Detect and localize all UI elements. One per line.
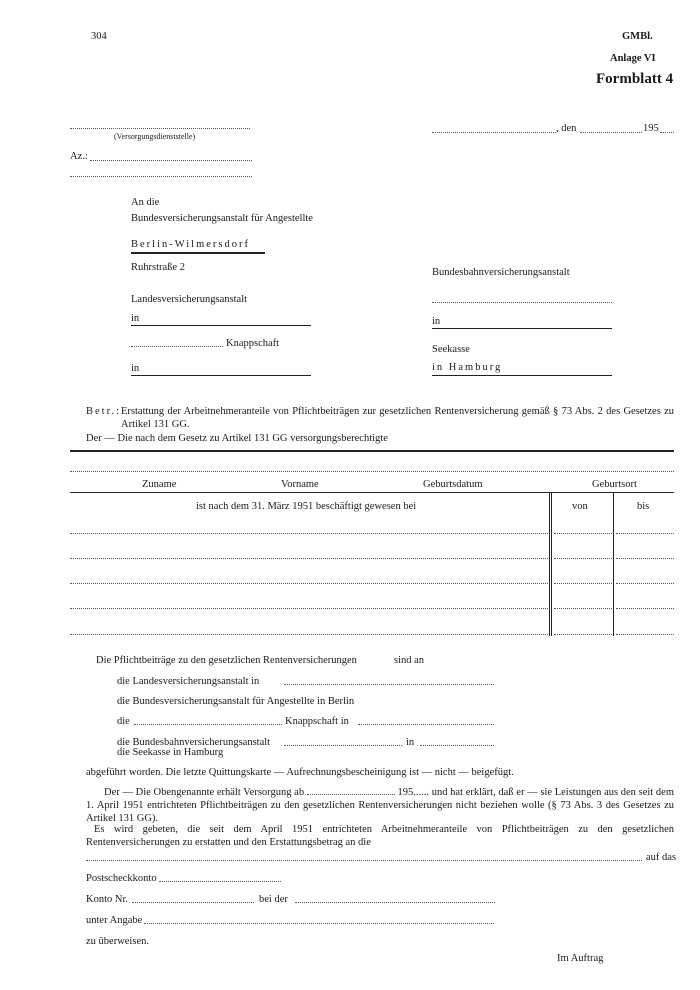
contrib-lva-field[interactable]: [284, 684, 494, 685]
bank-field[interactable]: [295, 902, 495, 903]
contrib-bahn-in: in: [406, 737, 415, 748]
contrib-knappschaft-in: Knappschaft in: [285, 716, 349, 727]
year-field[interactable]: [660, 132, 674, 133]
konto-label: Konto Nr.: [86, 894, 128, 905]
knappschaft-in-label: in: [131, 363, 140, 374]
contributions-intro: Die Pflichtbeiträge zu den gesetzlichen Rentenversicherungen: [96, 655, 357, 666]
bahn-city-field[interactable]: [432, 328, 612, 329]
form-title: Formblatt 4: [596, 71, 674, 87]
contrib-die: die: [117, 716, 130, 727]
declaration-auf-das: auf das: [646, 852, 677, 863]
knappschaft-city-field[interactable]: [131, 375, 311, 376]
column-geburtsort: Geburtsort: [592, 479, 637, 490]
lva-city-field[interactable]: [131, 325, 311, 326]
office-field[interactable]: [70, 128, 250, 129]
employer-row-5[interactable]: [70, 634, 548, 635]
table-top-rule: [70, 450, 674, 452]
year-prefix: 195: [643, 123, 659, 134]
ueberweisen-label: zu überweisen.: [86, 936, 149, 947]
seekasse-underline: [432, 375, 612, 376]
address-bahn: Bundesbahnversicherungsanstalt: [432, 267, 570, 278]
contributions-sind-an: sind an: [394, 655, 425, 666]
from-label: von: [572, 501, 588, 512]
recipient-field[interactable]: [86, 860, 642, 861]
subject-label: Betr.:: [86, 406, 122, 417]
from-row-3[interactable]: [554, 583, 612, 584]
declaration-p1-year: 195......: [397, 787, 430, 798]
from-row-4[interactable]: [554, 608, 612, 609]
konto-field[interactable]: [132, 902, 254, 903]
address-bfa-city: Berlin-Wilmersdorf: [131, 239, 250, 250]
from-row-5[interactable]: [554, 634, 612, 635]
bei-der-label: bei der: [259, 894, 288, 905]
address-seekasse-city: in Hamburg: [432, 362, 503, 373]
employment-text: ist nach dem 31. März 1951 beschäftigt gewesen bei: [196, 501, 417, 512]
subject-intro: Der — Die nach dem Gesetz zu Artikel 131 GG versorgungsberechtigte: [86, 433, 388, 444]
table-divider-left-double: [551, 492, 552, 636]
person-entry-field[interactable]: [70, 471, 674, 472]
to-row-4[interactable]: [616, 608, 674, 609]
postscheck-field[interactable]: [159, 881, 281, 882]
bahn-in-label: in: [432, 316, 441, 327]
column-geburtsdatum: Geburtsdatum: [423, 479, 483, 490]
subject-text: Erstattung der Arbeitnehmeranteile von Pflichtbeiträgen zur gesetzlichen Rentenversicherung gemäß § 73 Abs. 2 des Gesetzes zu Artikel 131 GG.: [121, 406, 674, 431]
address-an-die: An die: [131, 197, 160, 208]
column-zuname: Zuname: [142, 479, 177, 490]
contrib-closing: abgeführt worden. Die letzte Quittungskarte — Aufrechnungsbescheinigung ist — nicht — beigefügt.: [86, 767, 514, 778]
date-field[interactable]: [580, 132, 642, 133]
address-knappschaft: Knappschaft: [226, 338, 280, 349]
bahn-name-field[interactable]: [432, 302, 612, 303]
employer-row-3[interactable]: [70, 583, 548, 584]
contrib-bahn-line: die Bundesbahnversicherungsanstalt: [117, 737, 271, 748]
date-word: , den: [556, 123, 577, 134]
to-row-3[interactable]: [616, 583, 674, 584]
contrib-bahn-city-field[interactable]: [420, 745, 494, 746]
reference-field[interactable]: [90, 160, 252, 161]
page-number: 304: [91, 31, 107, 42]
postscheck-label: Postscheckkonto: [86, 873, 157, 884]
unter-angabe-label: unter Angabe: [86, 915, 143, 926]
contrib-knappschaft-name-field[interactable]: [134, 724, 282, 725]
column-vorname: Vorname: [281, 479, 319, 490]
to-row-1[interactable]: [616, 533, 674, 534]
to-row-2[interactable]: [616, 558, 674, 559]
publication-label: GMBl.: [622, 31, 653, 42]
annex-label: Anlage VI: [610, 53, 656, 64]
employer-row-2[interactable]: [70, 558, 548, 559]
contrib-bahn-name-field[interactable]: [284, 745, 402, 746]
reference-info-field[interactable]: [144, 923, 494, 924]
reference-field-2[interactable]: [70, 176, 252, 177]
declaration-p1-end: und hat erklärt, daß er — sie Leistungen aus den seit dem 1. April 1951 entrichteten Pflichtbeiträgen zu den gesetzlichen Rentenversicherungen nicht beziehen wolle (§ 73 Abs. 3 des Gesetzes zu Artikel 131 GG).: [86, 787, 674, 825]
employer-row-1[interactable]: [70, 533, 548, 534]
to-label: bis: [637, 501, 650, 512]
employer-row-4[interactable]: [70, 608, 548, 609]
reference-label: Az.:: [70, 151, 88, 162]
place-field[interactable]: [432, 132, 556, 133]
address-lva: Landesversicherungsanstalt: [131, 294, 248, 305]
contrib-knappschaft-city-field[interactable]: [358, 724, 494, 725]
to-row-5[interactable]: [616, 634, 674, 635]
contrib-bfa-line: die Bundesversicherungsanstalt für Angestellte in Berlin: [117, 696, 355, 707]
knappschaft-name-field[interactable]: [131, 346, 223, 347]
declaration-p1-start: Der — Die Obengenannte erhält Versorgung ab: [104, 787, 305, 798]
contrib-seekasse-line: die Seekasse in Hamburg: [117, 747, 224, 758]
contrib-lva-line: die Landesversicherungsanstalt in: [117, 676, 260, 687]
from-row-2[interactable]: [554, 558, 612, 559]
im-auftrag-label: Im Auftrag: [557, 953, 604, 964]
declaration-start-date-field[interactable]: [307, 786, 395, 795]
table-header-rule: [70, 492, 674, 493]
table-divider-left: [549, 492, 550, 636]
lva-in-label: in: [131, 313, 140, 324]
table-divider-right: [613, 492, 614, 636]
bfa-city-underline: [131, 252, 265, 254]
address-bfa: Bundesversicherungsanstalt für Angestellte: [131, 213, 313, 224]
declaration-paragraph-1: [86, 786, 674, 825]
from-row-1[interactable]: [554, 533, 612, 534]
declaration-paragraph-2: Es wird gebeten, die seit dem April 1951 entrichteten Arbeitnehmeranteile von Pflichtbeiträgen zu den gesetzlichen Rentenversicherungen zu erstatten und den Erstattungsbetrag an die: [86, 824, 674, 849]
address-bfa-street: Ruhrstraße 2: [131, 262, 185, 273]
office-caption: (Versorgungsdienststelle): [114, 132, 196, 141]
address-seekasse: Seekasse: [432, 344, 470, 355]
